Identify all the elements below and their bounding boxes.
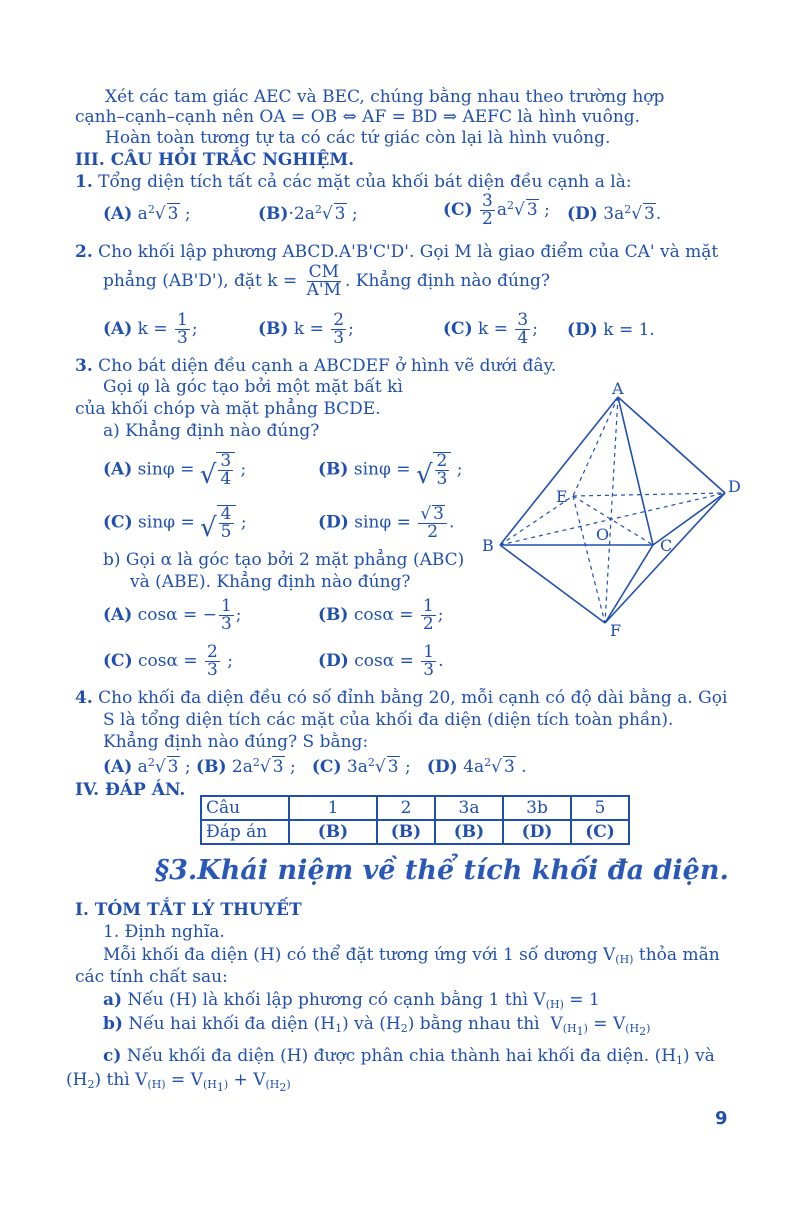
page-number: 9 <box>715 1108 728 1129</box>
q1-option-c: (C) $\frac{3}{2}$ $a^2√$ 3 ; <box>443 191 550 229</box>
question-4-line-3: Khẳng định nào đúng? S bằng: <box>103 732 369 752</box>
edge-ab <box>500 397 618 545</box>
table-cell: 1 <box>289 796 377 820</box>
q2-option-a: (A) k = $\frac{1}{3}$ ; <box>103 310 198 348</box>
label-a: A <box>612 380 624 398</box>
edge-bf <box>500 545 605 623</box>
q3b-option-c: (C) cosα = $\frac{2}{3}$ ; <box>103 642 234 680</box>
question-3-line-3: của khối chóp và mặt phẳng BCDE. <box>75 399 381 419</box>
edge-ed <box>573 493 725 496</box>
definition-heading: 1. Định nghĩa. <box>103 922 225 942</box>
question-text: Cho bát diện đều cạnh a ABCDEF ở hình vẽ dưới đây. <box>98 356 557 376</box>
q2-option-c: (C) k = $\frac{3}{4}$ ; <box>443 310 538 348</box>
q3a-option-b: (B) sinφ = √ $\frac{2}{3}$ ; <box>318 451 463 490</box>
table-cell: 5 <box>571 796 629 820</box>
label-b: B <box>482 536 494 555</box>
question-number: 1. <box>75 172 93 192</box>
q3b-option-b: (B) cosα = $\frac{1}{2}$ ; <box>318 596 444 634</box>
question-number: 3. <box>75 356 93 376</box>
diag-ec <box>573 496 653 545</box>
label-d: D <box>728 477 741 496</box>
question-3-part-b-line-1: b) Gọi α là góc tạo bởi 2 mặt phẳng (ABC) <box>103 550 465 570</box>
q3a-option-d: (D) sinφ = $\frac{√ 3}{2}$ . <box>318 504 455 542</box>
property-c-line-2: $(H_2)$ thì $V_{(H)} = V_{(H_1)} + V_{(H_2)}$ <box>66 1070 291 1094</box>
question-3-line-2: Gọi φ là góc tạo bởi một mặt bất kì <box>103 377 403 397</box>
section-3-title: III. CÂU HỎI TRẮC NGHIỆM. <box>75 150 355 170</box>
q1-option-b: $(B)\cdot 2a^2√$ 3 ; <box>258 203 358 224</box>
table-cell: 3b <box>503 796 571 820</box>
question-text: Cho khối đa diện đều có số đỉnh bằng 20, mỗi cạnh có độ dài bằng a. Gọi <box>98 688 728 708</box>
q2-option-b: (B) k = $\frac{2}{3}$ ; <box>258 310 354 348</box>
question-3-part-a: a) Khẳng định nào đúng? <box>103 421 320 441</box>
table-cell: (C) <box>571 820 629 844</box>
edge-ac <box>618 397 653 545</box>
octahedron-figure <box>470 380 770 640</box>
q3b-option-d: (D) cosα = $\frac{1}{3}$ . <box>318 642 444 680</box>
question-4 <box>75 688 727 708</box>
table-cell: (B) <box>435 820 503 844</box>
edge-df <box>605 493 725 623</box>
q3b-option-a: (A) cosα = − $\frac{1}{3}$ ; <box>103 596 242 634</box>
label-o: O <box>596 525 610 544</box>
q3a-option-c: (C) sinφ = √ $\frac{4}{5}$ ; <box>103 504 247 543</box>
label-e: E <box>556 487 568 506</box>
q1-option-d: (D) $3a^2√$ 3. <box>567 203 662 224</box>
edge-ef <box>573 496 605 623</box>
chapter-title: §3.Khái niệm về thể tích khối đa diện. <box>155 855 729 886</box>
axis-af <box>605 397 618 623</box>
question-text: Cho khối lập phương ABCD.A'B'C'D'. Gọi M là giao điểm của CA' và mặt <box>98 242 719 262</box>
question-text: Tổng diện tích tất cả các mặt của khối bát diện đều cạnh a là: <box>98 172 632 192</box>
label-f: F <box>610 621 622 640</box>
answer-table-header <box>201 796 629 820</box>
question-2-line-2: phẳng (AB'D'), đặt k = $\frac{CM}{A'M}$ . Khẳng định nào đúng? <box>103 262 550 300</box>
question-number: 2. <box>75 242 93 262</box>
table-cell: (D) <box>503 820 571 844</box>
theory-paragraph-2: các tính chất sau: <box>75 967 228 987</box>
theory-paragraph-1: Mỗi khối đa diện (H) có thể đặt tương ứng với 1 số dương $V_{(H)}$ thỏa mãn <box>103 945 720 966</box>
edge-ad <box>618 397 725 493</box>
q3a-option-a: (A) sinφ = √ $\frac{3}{4}$ ; <box>103 451 247 490</box>
intro-line-3: Hoàn toàn tương tự ta có các tứ giác còn lại là hình vuông. <box>105 128 611 148</box>
question-2 <box>75 242 718 262</box>
question-4-line-2: S là tổng diện tích các mặt của khối đa diện (diện tích toàn phần). <box>103 710 674 730</box>
edge-cf <box>605 545 653 623</box>
edge-ae <box>573 397 618 496</box>
table-cell: Đáp án <box>201 820 289 844</box>
section-4-title: IV. ĐÁP ÁN. <box>75 780 186 800</box>
intro-line-2: cạnh–cạnh–cạnh nên OA = OB ⇔ AF = BD ⇒ AEFC là hình vuông. <box>75 107 641 127</box>
table-cell: 3a <box>435 796 503 820</box>
property-a: a) Nếu (H) là khối lập phương có cạnh bằng 1 thì $V_{(H)} = 1$ <box>103 990 600 1011</box>
q2-option-d: (D) k = 1. <box>567 320 655 340</box>
table-cell: (B) <box>377 820 435 844</box>
table-cell: Câu <box>201 796 289 820</box>
table-cell: (B) <box>289 820 377 844</box>
question-3 <box>75 356 556 376</box>
question-1 <box>75 172 632 192</box>
diag-bd <box>500 493 725 545</box>
intro-line-1: Xét các tam giác AEC và BEC, chúng bằng nhau theo trường hợp <box>105 87 665 107</box>
property-c: c) Nếu khối đa diện (H) được phân chia thành hai khối đa diện. $(H_1)$ và <box>103 1046 715 1067</box>
question-3-part-b-line-2: và (ABE). Khẳng định nào đúng? <box>130 572 411 592</box>
q1-option-a: (A) $a^2√$ 3 ; <box>103 203 191 224</box>
table-cell: 2 <box>377 796 435 820</box>
question-number: 4. <box>75 688 93 708</box>
q4-options: (A) $a^2√$ 3 ; (B) $2a^2√$ 3 ; (C) $3a^2√$ 3 ; (D) $4a^2√$ 3 . <box>103 756 527 777</box>
answer-table <box>200 795 630 845</box>
theory-title: I. TÓM TẮT LÝ THUYẾT <box>75 900 302 920</box>
label-c: C <box>660 536 673 555</box>
answer-table-row <box>201 820 629 844</box>
property-b: b) Nếu hai khối đa diện $(H_1)$ và $(H_2)$ bằng nhau thì $V_{(H_1)} = V_{(H_2)}$ <box>103 1014 651 1038</box>
